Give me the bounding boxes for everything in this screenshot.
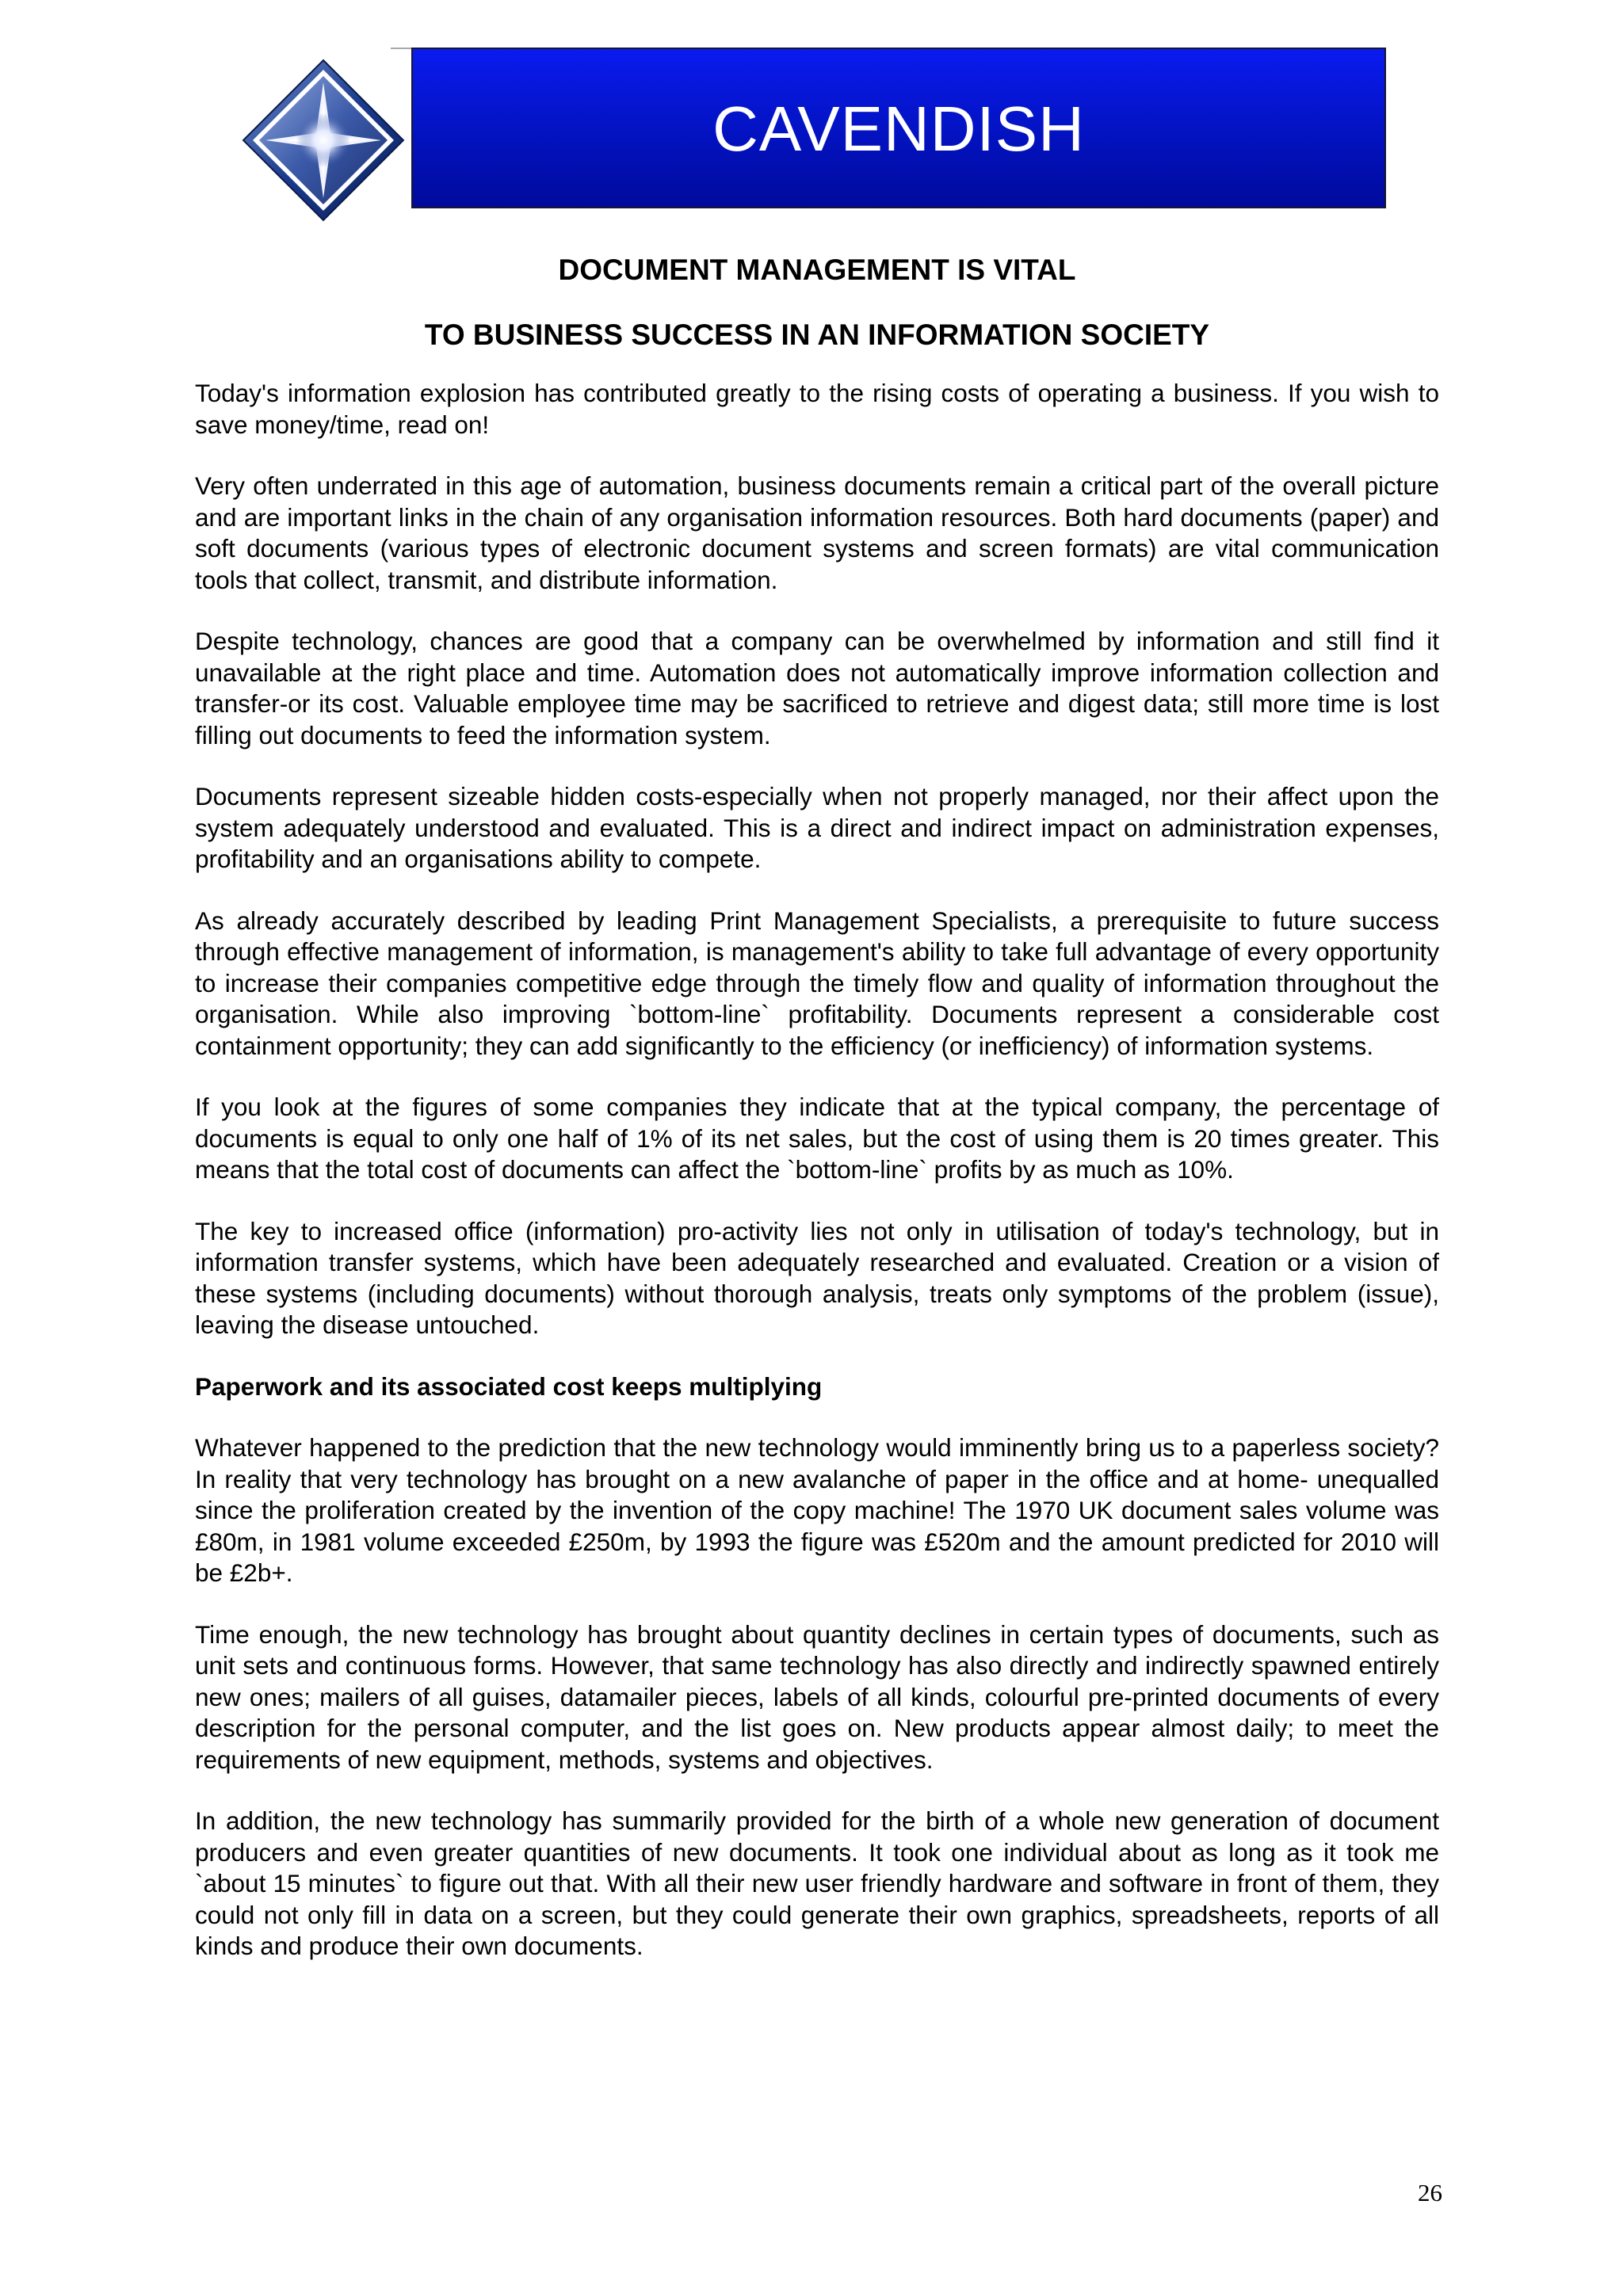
cavendish-banner <box>411 48 1386 208</box>
header-rule <box>391 48 412 49</box>
banner-title: CAVENDISH <box>712 93 1085 164</box>
document-title-line-1: DOCUMENT MANAGEMENT IS VITAL <box>558 254 1076 286</box>
paragraph: Documents represent sizeable hidden costs-especially when not properly managed, nor their affect upon the system adequately understood and evaluated. This is a direct and indirect impact on administration expenses, profitability and an organisations ability to compete. <box>195 782 1439 873</box>
document-body <box>195 378 1439 1993</box>
section-subheading: Paperwork and its associated cost keeps multiplying <box>195 1371 823 1401</box>
paragraph: If you look at the figures of some companies they indicate that at the typical company, the percentage of documents is equal to only one half of 1% of its net sales, but the cost of using them is 20 times greater. This means that the total cost of documents can affect the `bottom-line` profits by as much as 10%. <box>195 1093 1439 1184</box>
paragraph: Despite technology, chances are good that a company can be overwhelmed by information and still find it unavailable at the right place and time. Automation does not automatically improve information collection and transfer-or its cost. Valuable employee time may be sacrificed to retrieve and digest data; still more time is lost filling out documents to feed the information system. <box>195 627 1439 749</box>
page-number: 26 <box>1418 2179 1442 2206</box>
paragraph: Today's information explosion has contributed greatly to the rising costs of operating a business. If you wish to save money/time, read on! <box>195 379 1439 439</box>
diamond-star-logo-icon <box>242 59 405 222</box>
paragraph: The key to increased office (information) pro-activity lies not only in utilisation of today's technology, but in information transfer systems, which have been adequately researched and evaluated. Creation or a vision of these systems (including documents) without thorough analysis, treats only symptoms of the problem (issue), leaving the disease untouched. <box>195 1216 1439 1339</box>
paragraph: Time enough, the new technology has brought about quantity declines in certain types of documents, such as unit sets and continuous forms. However, that same technology has also directly and indirectly spawned entirely new ones; mailers of all guises, datamailer pieces, labels of all kinds, colourful pre-printed documents of every description for the personal computer, and the list goes on. New products appear almost daily; to meet the requirements of new equipment, methods, systems and objectives. <box>195 1619 1439 1774</box>
paragraph: In addition, the new technology has summarily provided for the birth of a whole new generation of document producers and even greater quantities of new documents. It took one individual about as long as it took me `about 15 minutes` to figure out that. With all their new user friendly hardware and software in front of them, they could not only fill in data on a screen, but they could generate their own graphics, spreadsheets, reports of all kinds and produce their own documents. <box>195 1806 1439 1960</box>
document-title-line-2: TO BUSINESS SUCCESS IN AN INFORMATION SOCIETY <box>424 318 1210 351</box>
paragraph: Very often underrated in this age of automation, business documents remain a critical part of the overall picture and are important links in the chain of any organisation information resources. Both hard documents (paper) and soft documents (various types of electronic document systems and screen formats) are vital communication tools that collect, transmit, and distribute information. <box>195 471 1439 594</box>
paragraph: As already accurately described by leading Print Management Specialists, a prerequisite to future success through effective management of information, is management's ability to take full advantage of every opportunity to increase their companies competitive edge through the timely flow and quality of information throughout the organisation. While also improving `bottom-line` profitability. Documents represent a considerable cost containment opportunity; they can add significantly to the efficiency (or inefficiency) of information systems. <box>195 906 1439 1060</box>
paragraph: Whatever happened to the prediction that the new technology would imminently bring us to a paperless society? In reality that very technology has brought on a new avalanche of paper in the office and at home- unequalled since the proliferation created by the invention of the copy machine! The 1970 UK document sales volume was £80m, in 1981 volume exceeded £250m, by 1993 the figure was £520m and the amount predicted for 2010 will be £2b+. <box>195 1433 1439 1587</box>
